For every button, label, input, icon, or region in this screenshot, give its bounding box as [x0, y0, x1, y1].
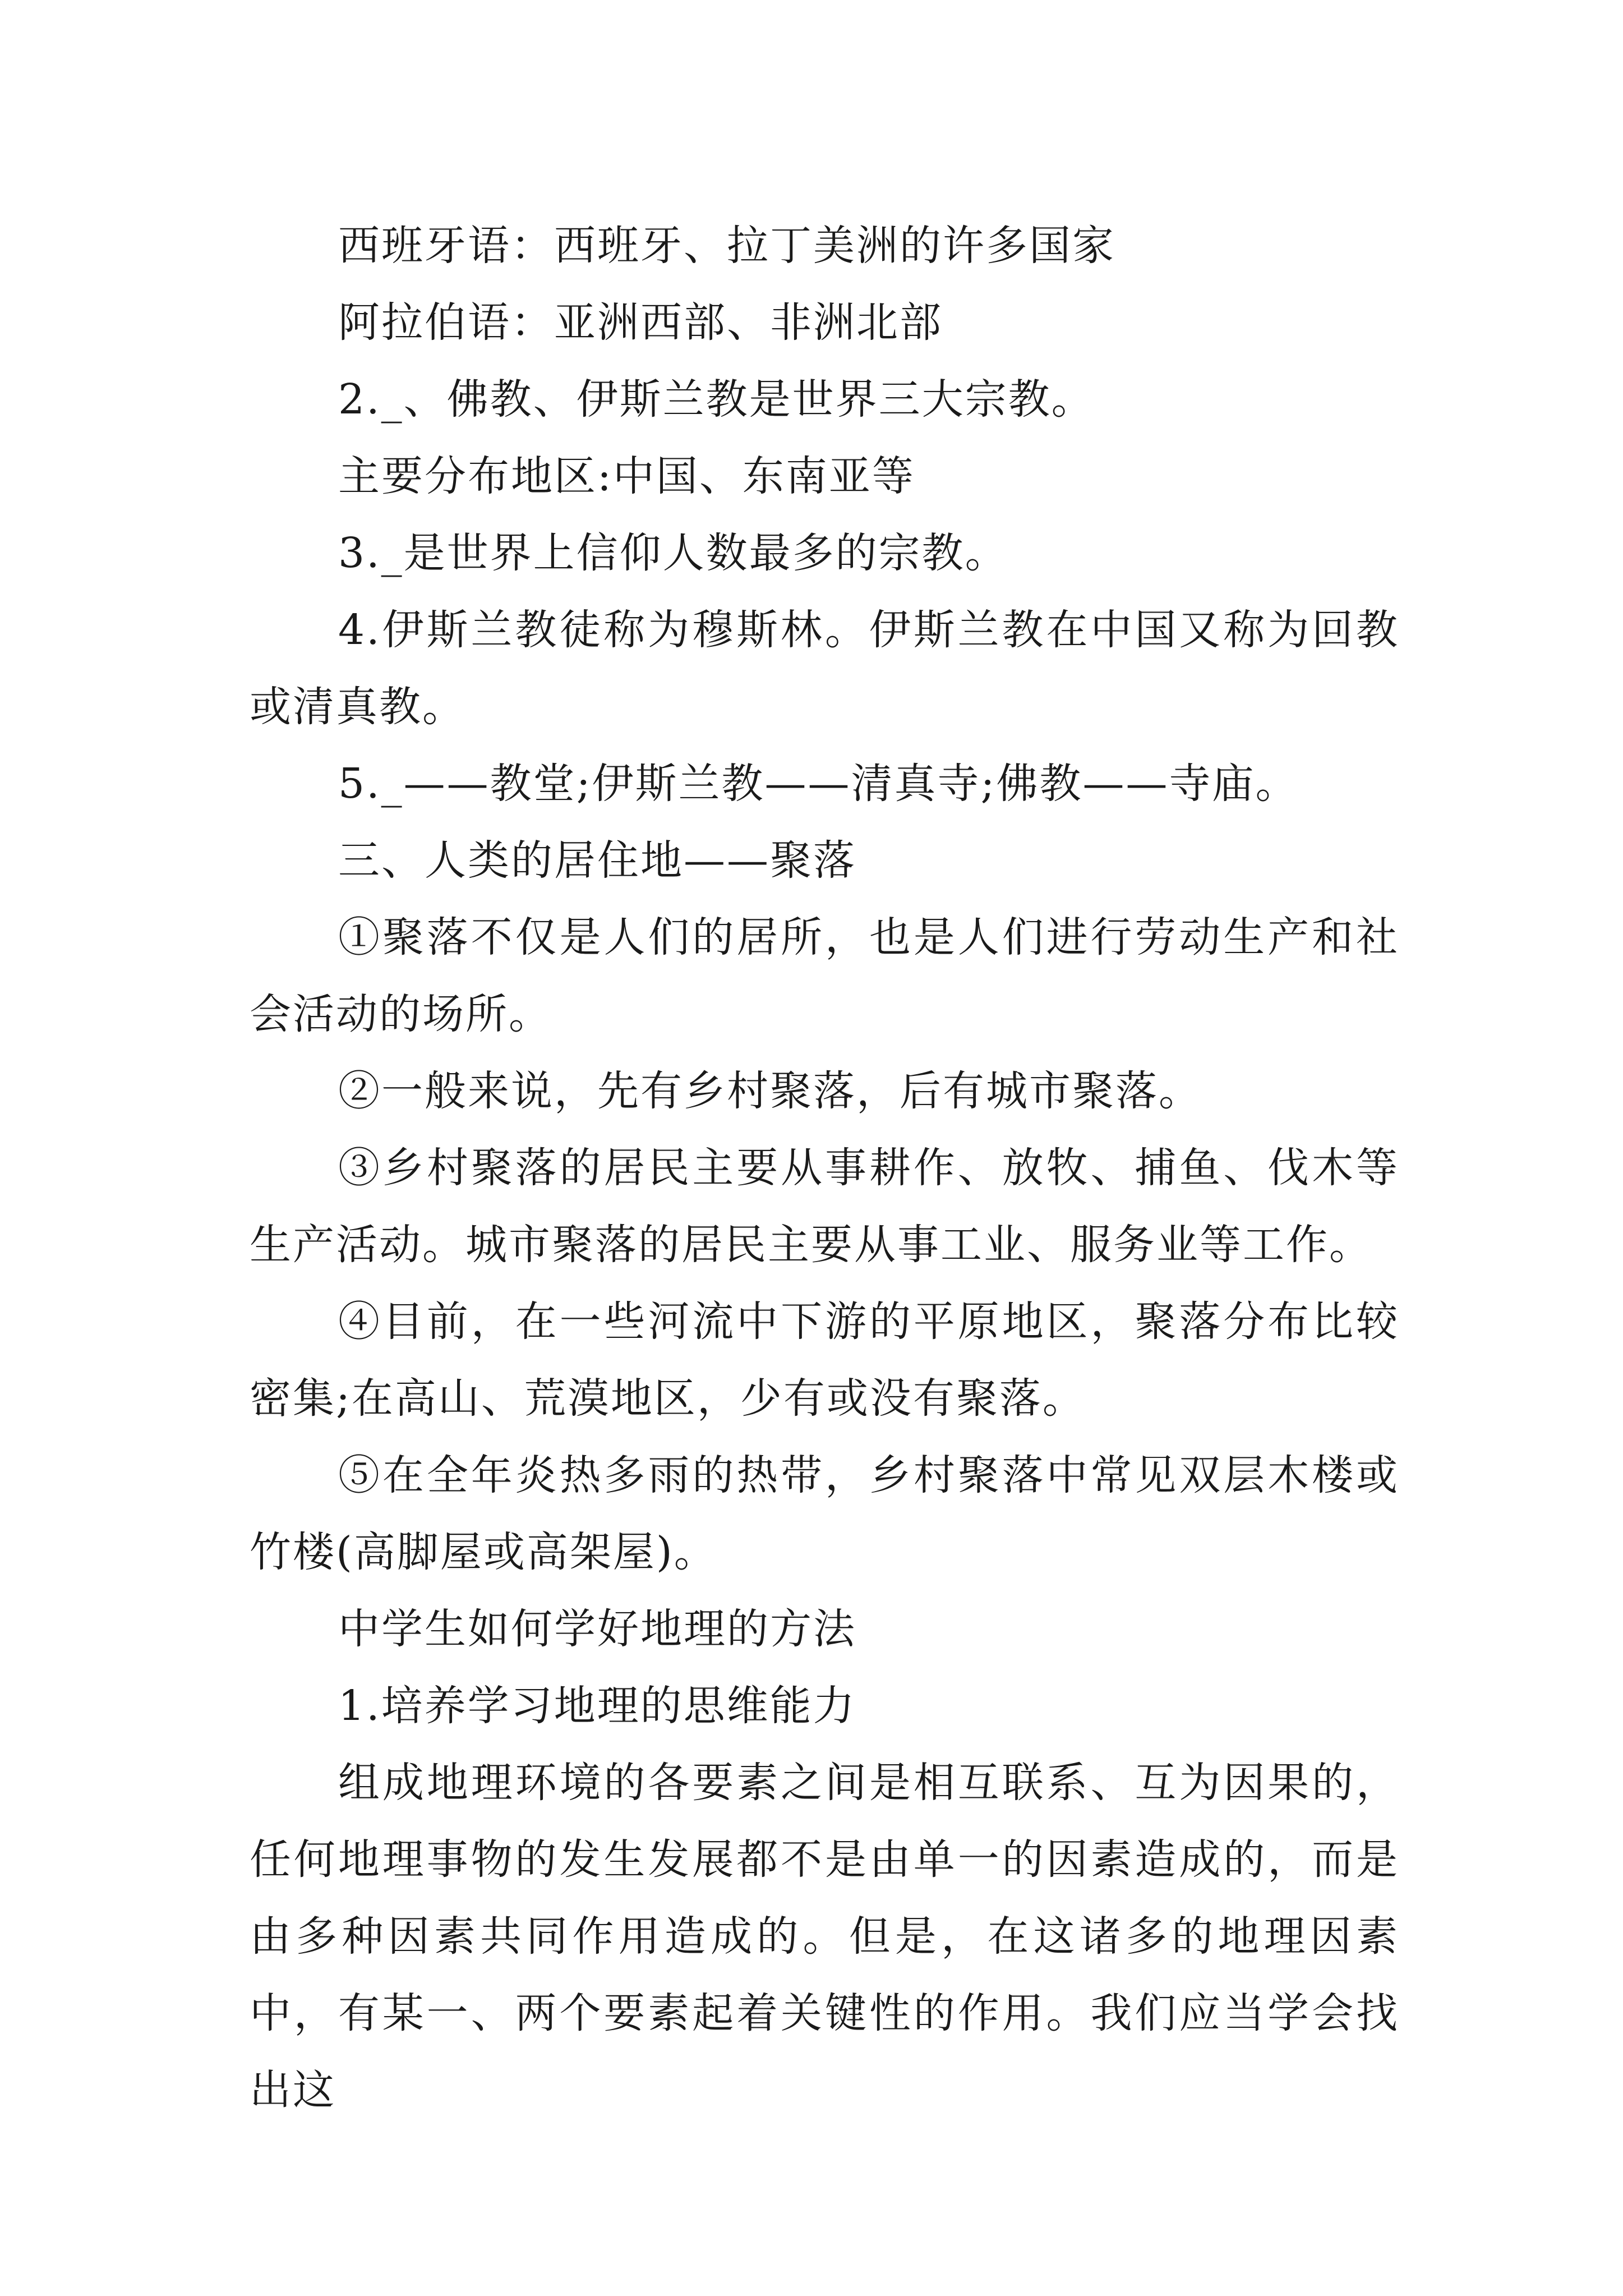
paragraph-spanish-language: 西班牙语：西班牙、拉丁美洲的许多国家 — [338, 222, 1115, 270]
paragraph-largest-religion: 3._是世界上信仰人数最多的宗教。 — [338, 529, 1008, 577]
paragraph-arabic-language: 阿拉伯语：亚洲西部、非洲北部 — [338, 298, 943, 347]
document-body — [250, 208, 1399, 2129]
paragraph-geographic-factors: 组成地理环境的各要素之间是相互联系、互为因果的，任何地理事物的发生发展都不是由单一的因素造成的，而是由多种因素共同作用造成的。但是，在这诸多的地理因素中，有某一、两个要素起着关键性的作用。我们应当学会找出这 — [250, 1759, 1399, 2114]
paragraph-islam-muslims: 4.伊斯兰教徒称为穆斯林。伊斯兰教在中国又称为回教或清真教。 — [250, 606, 1399, 731]
paragraph-three-religions: 2._、佛教、伊斯兰教是世界三大宗教。 — [338, 375, 1095, 424]
paragraph-settlement-point-4: ④目前，在一些河流中下游的平原地区，聚落分布比较密集;在高山、荒漠地区，少有或没有聚落。 — [250, 1297, 1399, 1423]
paragraph-settlement-point-5: ⑤在全年炎热多雨的热带，乡村聚落中常见双层木楼或竹楼(高脚屋或高架屋)。 — [250, 1451, 1399, 1576]
paragraph-religious-buildings: 5._——教堂;伊斯兰教——清真寺;佛教——寺庙。 — [338, 760, 1299, 808]
paragraph-buddhism-distribution: 主要分布地区:中国、东南亚等 — [338, 452, 915, 500]
subheading-thinking-ability: 1.培养学习地理的思维能力 — [338, 1682, 856, 1730]
section-heading-study-methods: 中学生如何学好地理的方法 — [338, 1605, 856, 1653]
section-heading-settlements: 三、人类的居住地——聚落 — [338, 836, 856, 885]
paragraph-settlement-point-3: ③乡村聚落的居民主要从事耕作、放牧、捕鱼、伐木等生产活动。城市聚落的居民主要从事工业、服务业等工作。 — [250, 1144, 1399, 1269]
paragraph-settlement-point-2: ②一般来说，先有乡村聚落，后有城市聚落。 — [338, 1067, 1202, 1115]
paragraph-settlement-point-1: ①聚落不仅是人们的居所，也是人们进行劳动生产和社会活动的场所。 — [250, 913, 1399, 1038]
